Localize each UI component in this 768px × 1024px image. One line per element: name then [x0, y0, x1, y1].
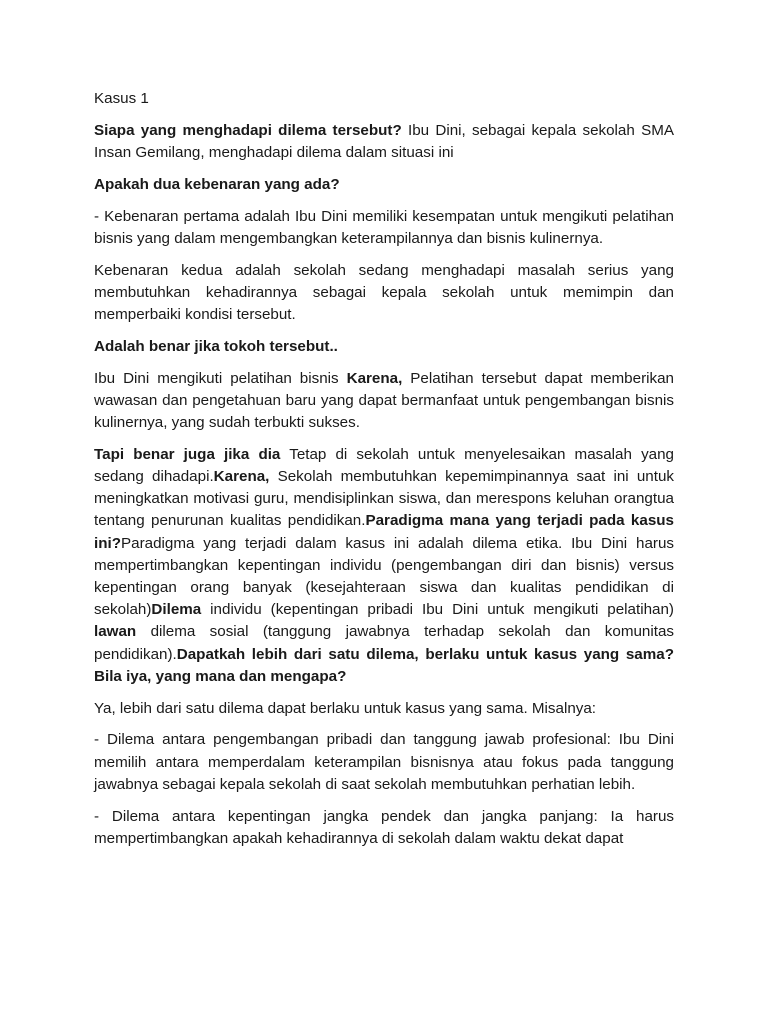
paragraph-but-also: Tapi benar juga jika dia Tetap di sekolah untuk menyelesaikan masalah yang sedang dihadapi.Karena, Sekolah membutuhkan kepemimpinannya saat ini untuk meningkatkan motivasi guru, mendisiplinkan siswa, dan merespons keluhan orangtua tentang penurunan kualitas pendidikan.Paradigma mana yang terjadi pada kasus ini?Paradigma yang terjadi dalam kasus ini adalah dilema etika. Ibu Dini harus mempertimbangkan kepentingan individu (pengembangan diri dan bisnis) versus kepentingan orang banyak (kesejahteraan siswa dan kualitas pendidikan di sekolah)Dilema individu (kepentingan pribadi Ibu Dini untuk mengikuti pelatihan) lawan dilema sosial (tanggung jawabnya terhadap sekolah dan komunitas pendidikan).Dapatkah lebih dari satu dilema, berlaku untuk kasus yang sama? Bila iya, yang mana dan mengapa? [94, 445, 674, 685]
question-but-also: Tapi benar juga jika dia [94, 445, 281, 463]
question-right-if: Adalah benar jika tokoh tersebut.. [94, 337, 338, 355]
dilemma-second: - Dilema antara kepentingan jangka pendek dan jangka panjang: Ia harus mempertimbangkan apakah kehadirannya di sekolah dalam waktu dekat dapat [94, 807, 674, 847]
question-more-dilemma: Dapatkah lebih dari satu dilema, berlaku untuk kasus yang sama? Bila iya, yang mana dan mengapa? [94, 645, 674, 685]
question-who: Siapa yang menghadapi dilema tersebut? [94, 121, 402, 139]
dilemma-first: - Dilema antara pengembangan pribadi dan tanggung jawab profesional: Ibu Dini memilih antara memperdalam keterampilan bisnisnya atau fokus pada tanggung jawabnya sebagai kepala sekolah di saat sekolah membutuhkan perhatian lebih. [94, 731, 674, 793]
because-label: Karena, [346, 369, 403, 387]
answer-intro: Ya, lebih dari satu dilema dapat berlaku untuk kasus yang sama. Misalnya: [94, 699, 597, 717]
question-two-truths: Apakah dua kebenaran yang ada? [94, 175, 340, 193]
paragraph-who [94, 120, 674, 164]
paragraph-right-if: Ibu Dini mengikuti pelatihan bisnis Karena, Pelatihan tersebut dapat memberikan wawasan dan pengetahuan baru yang dapat bermanfaat untuk pengembangan bisnis kulinernya, yang sudah terbukti sukses. [94, 369, 674, 431]
document-page [94, 88, 674, 860]
truth-second: Kebenaran kedua adalah sekolah sedang menghadapi masalah serius yang membutuhkan kehadirannya sebagai kepala sekolah untuk memimpin dan memperbaiki kondisi tersebut. [94, 261, 674, 323]
because-label: Karena, [213, 468, 270, 485]
answer-who: Ibu Dini, sebagai kepala sekolah SMA Insan Gemilang, menghadapi dilema dalam situasi ini [94, 121, 674, 161]
case-title: Kasus 1 [94, 90, 149, 107]
question-paradigm: Paradigma mana yang terjadi pada kasus ini? [94, 512, 674, 552]
dilema-label: Dilema [151, 601, 202, 619]
truth-first: - Kebenaran pertama adalah Ibu Dini memiliki kesempatan untuk mengikuti pelatihan bisnis yang dalam mengembangkan keterampilannya dan bisnis kulinernya. [94, 207, 674, 247]
lawan-label: lawan [94, 623, 137, 641]
